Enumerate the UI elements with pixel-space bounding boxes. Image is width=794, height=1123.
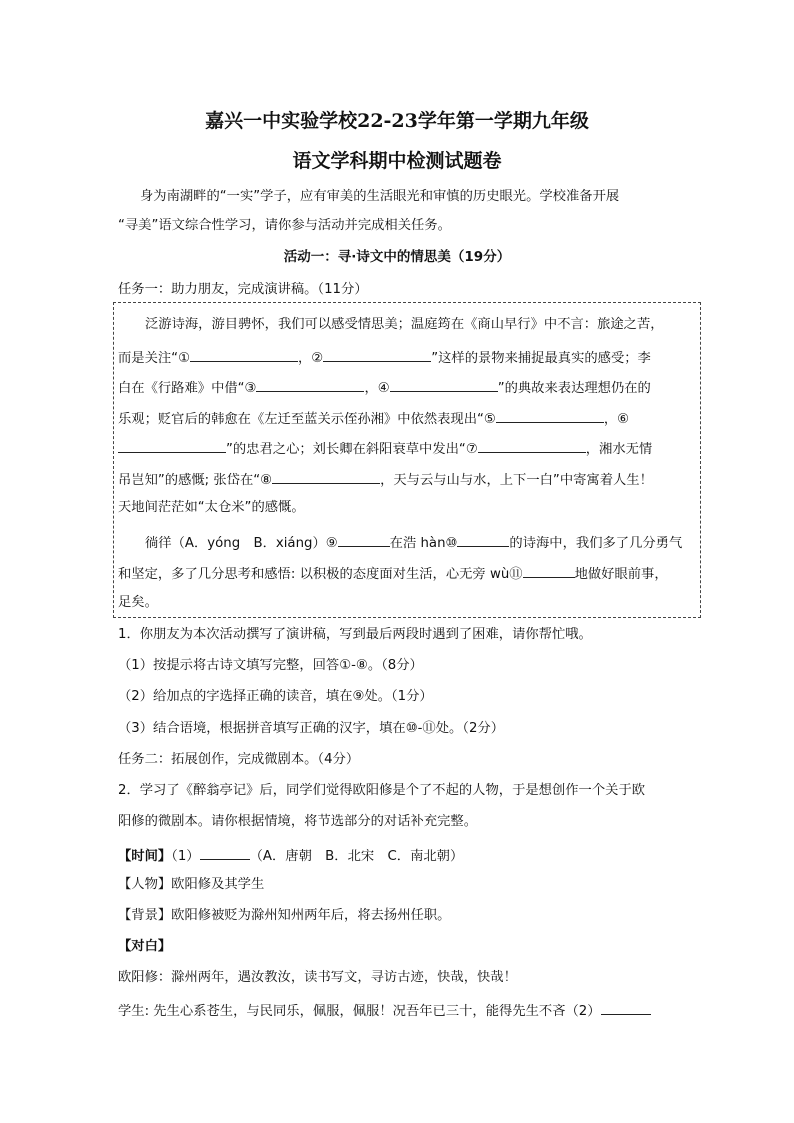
speech-text: ，⑥ [603,412,630,427]
q2-background: 【背景】欧阳修被贬为滁州知州两年后，将去扬州任职。 [118,908,451,923]
speech-line-4 [118,408,678,429]
speech-text: 和坚定，多了几分思考和感悟: 以积极的态度面对生活，心无旁 wù⑪ [118,567,523,582]
q1-part-1: （1）按提示将古诗文填写完整，回答①-⑧。（8分） [118,658,423,673]
q2-stem-2: 阳修的微剧本。请你根据情境，将节选部分的对话补充完整。 [118,814,478,829]
blank-11[interactable] [523,563,575,578]
speech-text: 的诗海中，我们多了几分勇气 [509,536,683,551]
speech-text: 地做好眼前事， [574,567,668,582]
speech-line-5 [118,438,678,459]
blank-time[interactable] [200,845,250,860]
blank-4[interactable] [390,377,498,392]
q2-person: 【人物】欧阳修及其学生 [118,877,265,892]
speech-text: ，④ [364,381,390,396]
time-label: 【时间】 [118,849,172,864]
task1-label: 任务一：助力朋友，完成演讲稿。（11分） [118,282,368,297]
time-options: （A．唐朝 B．北宋 C．南北朝） [249,849,464,864]
blank-1[interactable] [190,347,298,362]
speech-text: ”的忠君之心；刘长卿在斜阳衰草中发出“⑦ [226,442,478,457]
blank-8[interactable] [272,469,380,484]
q2-stem-1: 2．学习了《醉翁亭记》后，同学们觉得欧阳修是个了不起的人物，于是想创作一个关于欧 [118,783,646,798]
speech-text: 而是关注“① [118,351,190,366]
speech-line-3 [118,377,678,398]
speech-text: ”的典故来表达理想仍在的 [497,381,651,396]
q2-time [118,845,678,866]
student-text: 学生: 先生心系苍生，与民同乐，佩服，佩服！况吾年已三十，能得先生不吝（2） [118,1004,601,1019]
task2-label: 任务二：拓展创作，完成微剧本。（4分） [118,752,360,767]
blank-9[interactable] [338,532,390,547]
speech-text: 乐观；贬官后的韩愈在《左迁至蓝关示侄孙湘》中依然表现出“⑤ [118,412,496,427]
speech-line-10: 足矣。 [118,595,158,610]
blank-6[interactable] [118,438,226,453]
speech-line-1: 泛游诗海，游目骋怀，我们可以感受情思美；温庭筠在《商山早行》中不言：旅途之苦， [145,317,664,332]
speech-text: 吊岂知”的感慨; 张岱在“⑧ [118,473,273,488]
time-number: （1） [171,849,200,864]
speech-text: 在浩 hàn⑩ [389,536,458,551]
blank-3[interactable] [256,377,364,392]
speech-text: ，② [298,351,324,366]
speech-line-2 [118,347,678,368]
speech-text: ”这样的景物来捕捉最真实的感受；李 [431,351,651,366]
activity-heading: 活动一：寻·诗文中的情思美（19分） [283,249,511,265]
speech-line-8 [145,532,705,553]
q2-student-line [118,1000,678,1021]
speech-line-9 [118,563,678,584]
q2-dialog-label: 【对白】 [118,939,172,954]
blank-dialog-2[interactable] [601,1000,651,1015]
speech-line-7: 天地间茫茫如“太仓米”的感慨。 [118,500,305,515]
speech-text: 白在《行路难》中借“③ [118,381,257,396]
speech-text: 徜徉（A．yóng B．xiáng）⑨ [145,536,338,551]
q1-part-3: （3）结合语境，根据拼音填写正确的汉字，填在⑩-⑪处。（2分） [118,721,505,736]
blank-5[interactable] [496,408,604,423]
blank-2[interactable] [323,347,431,362]
blank-10[interactable] [457,532,509,547]
speech-text: ，天与云与山与水，上下一白”中寄寓着人生！ [380,473,653,488]
q1-part-2: （2）给加点的字选择正确的读音，填在⑨处。（1分） [118,689,433,704]
q1-stem: 1．你朋友为本次活动撰写了演讲稿，写到最后两段时遇到了困难，请你帮忙哦。 [118,627,592,642]
page-subtitle: 语文学科期中检测试题卷 [292,150,502,172]
page-title: 嘉兴一中实验学校22-23学年第一学期九年级 [205,110,589,132]
q2-ouyang-line: 欧阳修：滁州两年，遇汝教汝，读书写文，寻访古迹，快哉，快哉！ [118,970,517,985]
speech-text: ，湘水无情 [585,442,653,457]
speech-line-6 [118,469,678,490]
intro-line-1: 身为南湖畔的“一实”学子，应有审美的生活眼光和审慎的历史眼光。学校准备开展 [140,189,620,204]
intro-line-2: “寻美”语文综合性学习，请你参与活动并完成相关任务。 [118,218,451,233]
blank-7[interactable] [478,438,586,453]
